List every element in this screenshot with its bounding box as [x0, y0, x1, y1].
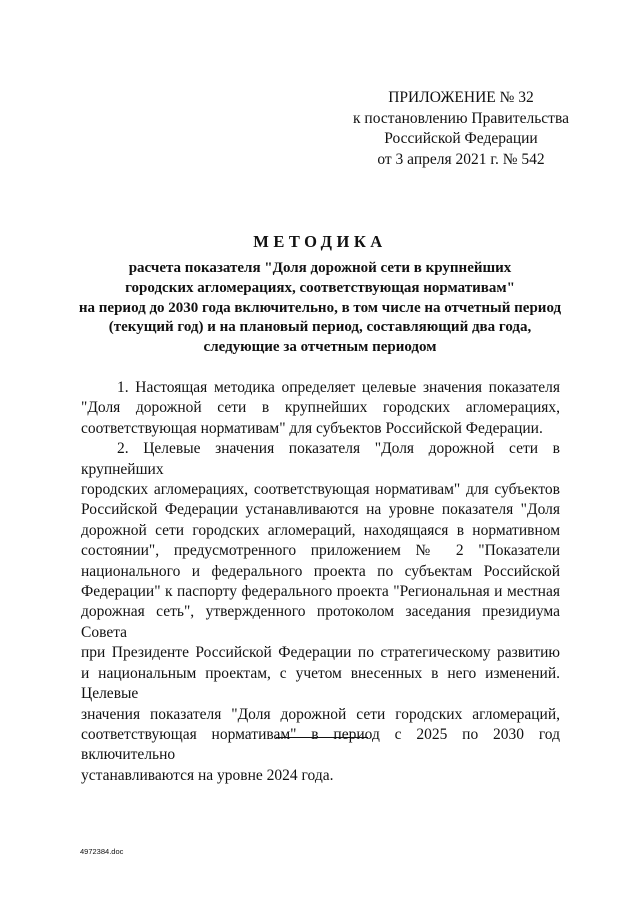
body-line: соответствующая нормативам" в период с 2025 по 2030 год включительно	[81, 725, 560, 764]
document-title: МЕТОДИКА	[253, 232, 387, 251]
body-line: национального и федерального проекта по субъектам Российской	[81, 562, 560, 580]
body-line: городских агломерациях, соответствующая нормативам" для субъектов	[81, 481, 560, 499]
appendix-resolution: к постановлению Правительства	[353, 109, 569, 127]
document-subtitle	[60, 259, 580, 358]
body-line: Российской Федерации устанавливаются на уровне показателя "Доля	[81, 501, 560, 519]
body-line: дорожная сеть", утвержденного протоколом заседания президиума Совета	[81, 603, 560, 641]
body-line: устанавливаются на уровне 2024 года.	[81, 766, 334, 784]
appendix-federation: Российской Федерации	[384, 130, 538, 147]
body-line: Федерации" к паспорту федерального проекта "Региональная и местная	[81, 583, 560, 601]
body-line: значения показателя "Доля дорожной сети городских агломераций,	[81, 705, 560, 723]
closing-separator-line	[276, 737, 368, 738]
body-line: 2. Целевые значения показателя "Доля дорожной сети в крупнейших	[81, 440, 560, 478]
body-line: состоянии", предусмотренного приложением № 2 "Показатели	[81, 542, 560, 560]
body-line: дорожной сети городских агломераций, находящаяся в нормативном	[81, 521, 560, 539]
document-file-id: 4972384.doc	[80, 847, 124, 856]
body-line: соответствующая нормативам" для субъектов Российской Федерации.	[81, 419, 543, 437]
appendix-header	[330, 88, 592, 170]
subtitle-line: расчета показателя "Доля дорожной сети в крупнейших	[128, 260, 512, 276]
subtitle-line: (текущий год) и на плановый период, составляющий два года,	[108, 319, 532, 336]
body-line: "Доля дорожной сети в крупнейших городских агломерациях,	[81, 399, 560, 417]
appendix-date: от 3 апреля 2021 г. № 542	[377, 150, 545, 168]
body-line: и национальным проектам, с учетом внесенных в него изменений. Целевые	[81, 664, 560, 703]
document-body	[81, 378, 560, 786]
appendix-number: ПРИЛОЖЕНИЕ № 32	[388, 89, 534, 106]
subtitle-line: на период до 2030 года включительно, в том числе на отчетный период	[78, 299, 562, 316]
body-line: при Президенте Российской Федерации по стратегическому развитию	[81, 644, 560, 662]
subtitle-line: следующие за отчетным периодом	[203, 339, 437, 356]
subtitle-line: городских агломерациях, соответствующая нормативам"	[125, 279, 515, 296]
body-line: 1. Настоящая методика определяет целевые значения показателя	[117, 379, 560, 396]
